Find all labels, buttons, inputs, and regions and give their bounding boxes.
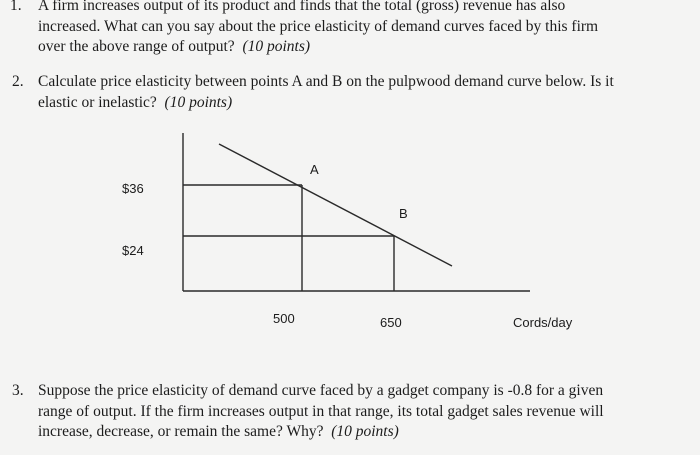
question-3-line-3: increase, decrease, or remain the same? Why?: [38, 423, 324, 440]
demand-curve: [219, 144, 452, 266]
qty-650-label: 650: [380, 315, 402, 330]
question-3-points: (10 points): [331, 423, 399, 440]
question-1-line-3: over the above range of output?: [38, 38, 235, 55]
question-1-number: 1.: [10, 0, 22, 14]
x-unit-label: Cords/day: [513, 315, 573, 330]
question-1-points: (10 points): [242, 38, 311, 55]
qty-500-label: 500: [273, 311, 295, 326]
question-3-number: 3.: [12, 382, 24, 399]
question-2-points: (10 points): [164, 93, 233, 111]
question-2-line-1: Calculate price elasticity between points A and B on the pulpwood demand curve below. Is it: [38, 73, 614, 90]
question-2-number: 2.: [12, 73, 24, 90]
point-a-label: A: [310, 162, 319, 177]
question-3-line-1: Suppose the price elasticity of demand curve faced by a gadget company is -0.8 for a given: [38, 382, 604, 399]
price-24-label: $24: [122, 243, 144, 258]
question-1-line-2: increased. What can you say about the price elasticity of demand curves faced by this firm: [38, 17, 599, 35]
question-2-line-2: elastic or inelastic?: [38, 93, 157, 111]
question-3-line-2: range of output. If the firm increases output in that range, its total gadget sales revenue will: [38, 402, 604, 420]
price-36-label: $36: [122, 181, 144, 196]
question-1-line-1: A firm increases output of its product and finds that the total (gross) revenue has also: [38, 0, 566, 14]
point-b-label: B: [399, 206, 408, 221]
